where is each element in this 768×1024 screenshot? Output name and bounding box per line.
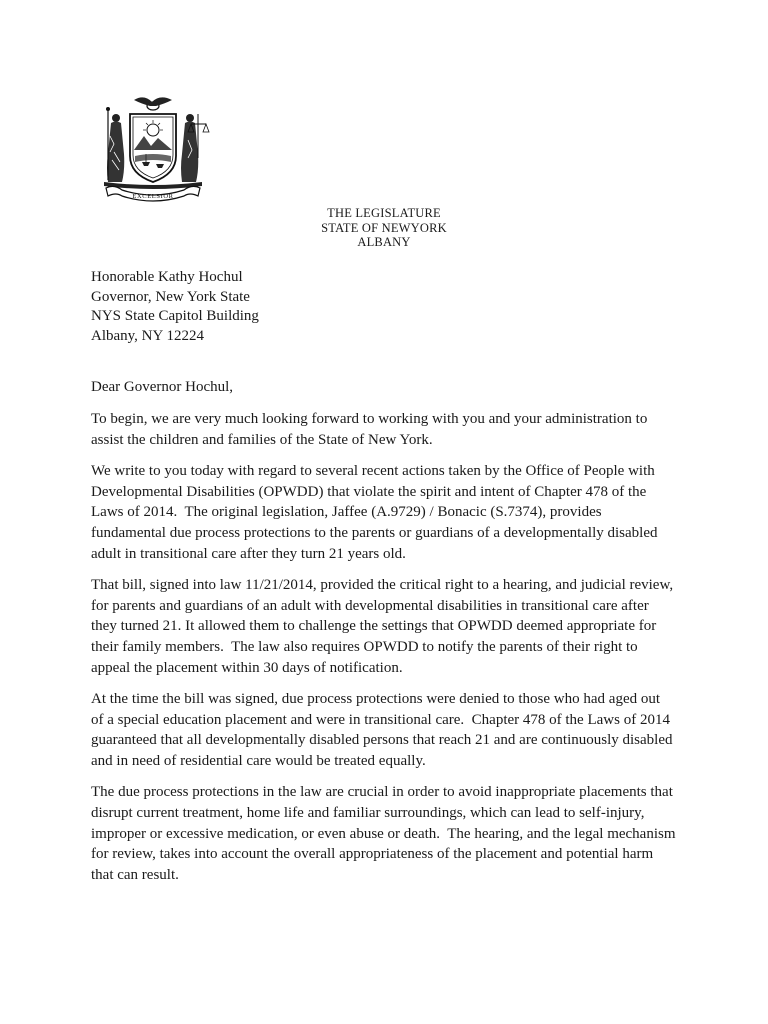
recipient-name: Honorable Kathy Hochul	[91, 269, 243, 285]
letterhead-state: STATE OF NEWYORK	[321, 220, 447, 235]
letterhead-legislature: THE LEGISLATURE	[327, 206, 441, 220]
salutation: Dear Governor Hochul,	[91, 379, 234, 395]
paragraph-purpose: We write to you today with regard to several recent actions taken by the Office of People with Developmental Disabilities (OPWDD) that violate the spirit and intent of Chapter 478 of the Laws of 2014. The original legislation, Jaffee (A.9729) / Bonacic (S.7374), provides fundamental due process protections to the parents or guardians of a developmentally disabled adult in transitional care after they turn 21 years old.	[91, 462, 658, 562]
recipient-address	[91, 268, 259, 346]
new-york-state-seal	[94, 92, 212, 204]
letterhead-city: ALBANY	[357, 235, 411, 249]
paragraph-protections: The due process protections in the law are crucial in order to avoid inappropriate placements that disrupt current treatment, home life and familiar surroundings, which can lead to self-injury, improper or excessive medication, or even abuse or death. The hearing, and the legal mechanism for review, takes into account the overall appropriateness of the placement and potential harm that can result.	[91, 784, 676, 884]
recipient-building: NYS State Capitol Building	[91, 308, 259, 324]
letterhead	[0, 206, 768, 250]
recipient-title: Governor, New York State	[91, 288, 250, 305]
paragraph-bill-history: That bill, signed into law 11/21/2014, provided the critical right to a hearing, and judicial review, for parents and guardians of an adult with developmental disabilities in transitional care after they turned 21. It allowed them to challenge the settings that OPWDD deemed appropriate for their family members. The law also requires OPWDD to notify the parents of their right to appeal the placement within 30 days of notification.	[91, 576, 674, 676]
paragraph-intro: To begin, we are very much looking forward to working with you and your administration to assist the children and families of the State of New York.	[91, 411, 648, 448]
letter-body	[91, 409, 691, 896]
svg-text:EXCELSIOR: EXCELSIOR	[132, 193, 174, 200]
recipient-city: Albany, NY 12224	[91, 327, 205, 344]
paragraph-background: At the time the bill was signed, due process protections were denied to those who had aged out of a special education placement and were in transitional care. Chapter 478 of the Laws of 2014 guaranteed that all developmentally disabled persons that reach 21 and are continuously disabled and in need of residential care would be treated equally.	[91, 690, 673, 770]
